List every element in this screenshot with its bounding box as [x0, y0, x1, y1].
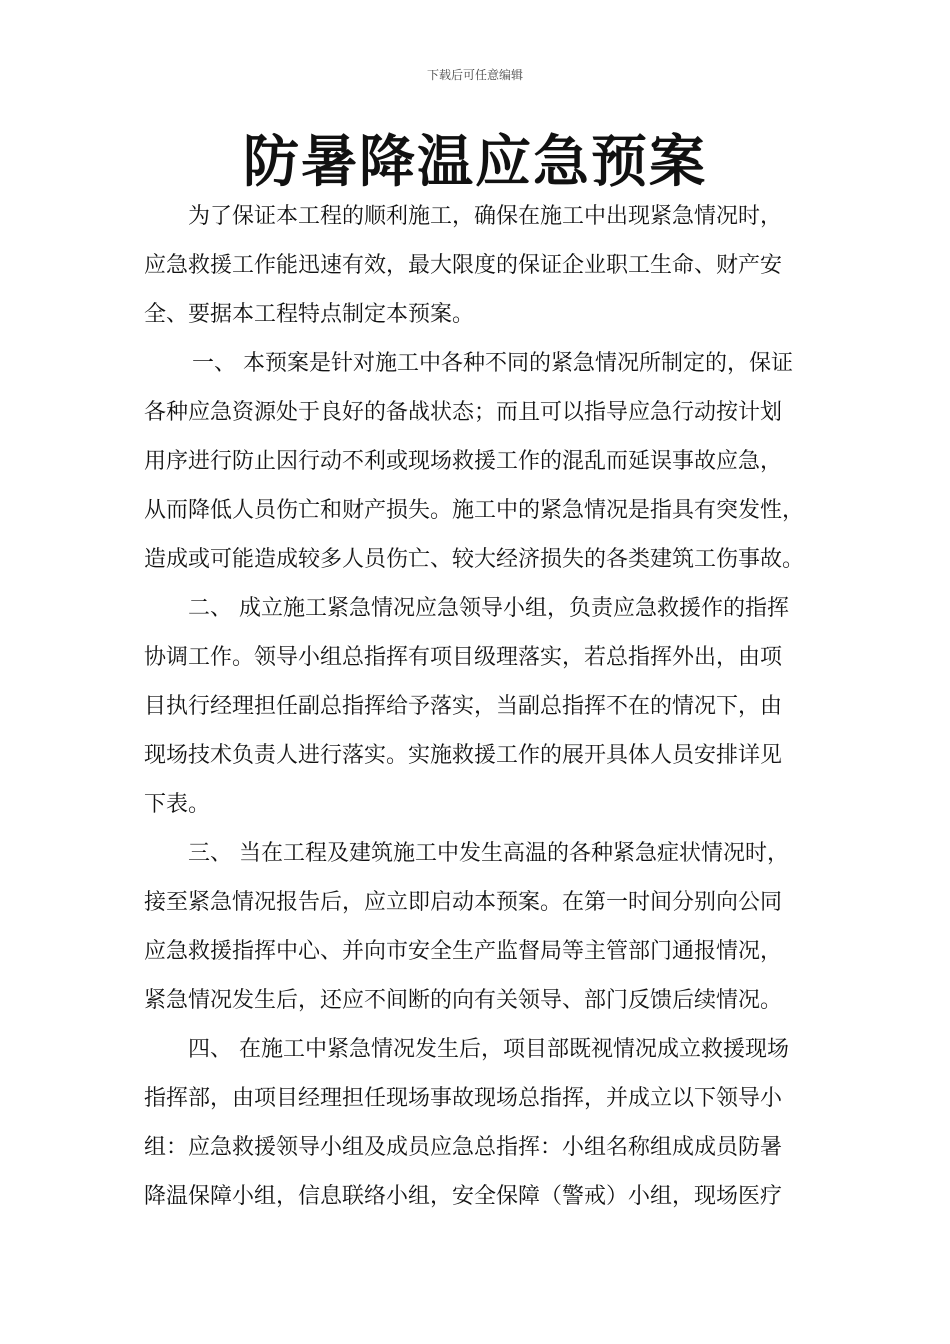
paragraph-section-2: [144, 584, 820, 829]
document-title: 防暑降温应急预案: [243, 129, 707, 195]
paragraph-line: 紧急情况发生后，还应不间断的向有关领导、部门反馈后续情况。: [144, 988, 783, 1013]
paragraph-line: 协调工作。领导小组总指挥有项目级理落实，若总指挥外出，由项: [144, 645, 783, 670]
paragraph-section-4: [144, 1025, 820, 1221]
paragraph-line: 目执行经理担任副总指挥给予落实，当副总指挥不在的情况下，由: [144, 694, 783, 719]
paragraph-line: 各种应急资源处于良好的备战状态；而且可以指导应急行动按计划: [144, 400, 783, 425]
paragraph-line: 应急救援指挥中心、并向市安全生产监督局等主管部门通报情况，: [144, 939, 783, 964]
paragraph-line: 指挥部，由项目经理担任现场事故现场总指挥，并成立以下领导小: [144, 1086, 783, 1111]
paragraph-line: 一、 本预案是针对施工中各种不同的紧急情况所制定的，保证: [192, 351, 793, 376]
paragraph-line: 全、要据本工程特点制定本预案。: [144, 302, 475, 327]
paragraph-line: 用序进行防止因行动不利或现场救援工作的混乱而延误事故应急，: [144, 449, 783, 474]
paragraph-section-3: [144, 829, 820, 1025]
paragraph-line: 现场技术负责人进行落实。实施救援工作的展开具体人员安排详见: [144, 743, 783, 768]
paragraph-line: 二、 成立施工紧急情况应急领导小组，负责应急救援作的指挥: [188, 596, 789, 621]
paragraph-line: 降温保障小组，信息联络小组，安全保障（警戒）小组，现场医疗: [144, 1184, 783, 1209]
paragraph-line: 造成或可能造成较多人员伤亡、较大经济损失的各类建筑工伤事故。: [144, 547, 805, 572]
header-note: 下载后可任意编辑: [426, 68, 523, 82]
paragraph-line: 三、 当在工程及建筑施工中发生高温的各种紧急症状情况时，: [188, 841, 789, 866]
paragraph-line: 应急救援工作能迅速有效，最大限度的保证企业职工生命、财产安: [144, 253, 783, 278]
paragraph-line: 接至紧急情况报告后，应立即启动本预案。在第一时间分别向公同: [144, 890, 783, 915]
document-body: [144, 192, 820, 1221]
paragraph-intro: [144, 192, 820, 339]
paragraph-line: 为了保证本工程的顺利施工，确保在施工中出现紧急情况时，: [188, 204, 783, 229]
paragraph-line: 从而降低人员伤亡和财产损失。施工中的紧急情况是指具有突发性，: [144, 498, 805, 523]
paragraph-line: 下表。: [144, 792, 211, 817]
paragraph-line: 四、 在施工中紧急情况发生后，项目部既视情况成立救援现场: [188, 1037, 789, 1062]
paragraph-line: 组：应急救援领导小组及成员应急总指挥：小组名称组成成员防暑: [144, 1135, 783, 1160]
paragraph-section-1: [144, 339, 820, 584]
